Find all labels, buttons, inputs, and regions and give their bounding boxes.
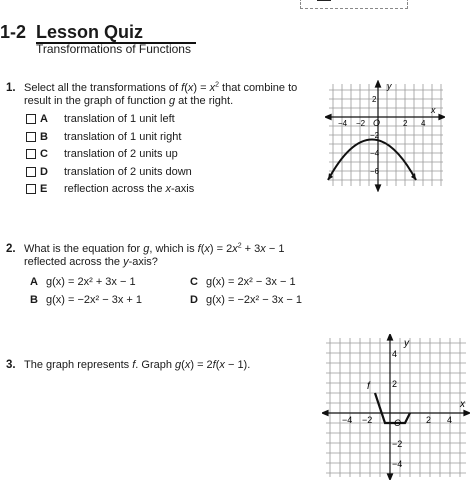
q1-option-b[interactable]: B translation of 1 unit right: [26, 131, 54, 143]
q3-prompt: The graph represents f. Graph g(x) = 2f(x − 1).: [24, 359, 251, 371]
lesson-subtitle: Transformations of Functions: [36, 42, 191, 56]
q1-xtick-4: 4: [421, 119, 426, 128]
q1-number: 1.: [6, 82, 16, 94]
checkbox[interactable]: [26, 167, 36, 177]
q1-option-a[interactable]: A translation of 1 unit left: [26, 113, 54, 125]
q1-xtick-neg2: −2: [356, 119, 366, 128]
q1-y-axis-label: y: [387, 81, 392, 91]
q2-answer-a[interactable]: A g(x) = 2x² + 3x − 1: [30, 276, 136, 288]
lesson-number: 1-2: [0, 22, 27, 42]
q2-number: 2.: [6, 243, 16, 255]
lesson-title: Lesson Quiz: [36, 22, 144, 42]
q3-xtick-4: 4: [447, 415, 453, 425]
q3-number: 3.: [6, 359, 16, 371]
q3-origin-label: O: [394, 418, 402, 428]
q3-ytick-neg4: −4: [392, 459, 403, 469]
q3-xtick-neg2: −2: [362, 415, 373, 425]
q3-graph[interactable]: [322, 334, 470, 480]
q1-option-e-text: reflection across the x-axis: [64, 183, 195, 195]
checkbox[interactable]: [26, 132, 36, 142]
q1-prompt: Select all the transformations of $f(x) = x^2$ that combine to: [24, 81, 298, 94]
q1-ytick-neg6: −6: [370, 167, 380, 176]
q1-axes: [325, 81, 445, 191]
q3-ytick-2: 2: [392, 379, 398, 389]
q2-answer-c[interactable]: C g(x) = 2x² − 3x − 1: [190, 276, 296, 288]
q2-answer-b[interactable]: B g(x) = −2x² − 3x + 1: [30, 294, 142, 306]
checkbox[interactable]: [26, 149, 36, 159]
q1-option-e[interactable]: E reflection across the x-axis: [26, 183, 54, 195]
q1-xtick-neg4: −4: [338, 119, 348, 128]
q1-prompt-line2: result in the graph of function g at the right.: [24, 95, 234, 107]
q3-ytick-4: 4: [392, 349, 398, 359]
q1-option-d[interactable]: D translation of 2 units down: [26, 166, 54, 178]
q3-f-label: f: [367, 381, 370, 392]
checkbox[interactable]: [26, 184, 36, 194]
q1-xtick-2: 2: [403, 119, 408, 128]
q3-xtick-neg4: −4: [342, 415, 353, 425]
q1-origin-label: O: [373, 118, 381, 128]
q3-y-axis-label: y: [404, 338, 409, 349]
q1-ytick-neg2: −2: [370, 131, 380, 140]
top-dashed-box: [300, 0, 408, 9]
q1-graph: [325, 80, 445, 192]
q1-ytick-neg4: −4: [370, 149, 380, 158]
q1-x-axis-label: x: [431, 105, 436, 115]
q3-x-axis-label: x: [460, 399, 465, 410]
q2-prompt-line2: reflected across the y-axis?: [24, 256, 158, 268]
q1-ytick-2: 2: [372, 95, 377, 104]
q1-option-c[interactable]: C translation of 2 units up: [26, 148, 54, 160]
checkbox[interactable]: [26, 114, 36, 124]
q2-prompt: What is the equation for g, which is $f(x) = 2x^2 + 3x - 1$: [24, 242, 285, 255]
q3-xtick-2: 2: [426, 415, 432, 425]
q3-ytick-neg2: −2: [392, 439, 403, 449]
q2-answer-d[interactable]: D g(x) = −2x² − 3x − 1: [190, 294, 302, 306]
